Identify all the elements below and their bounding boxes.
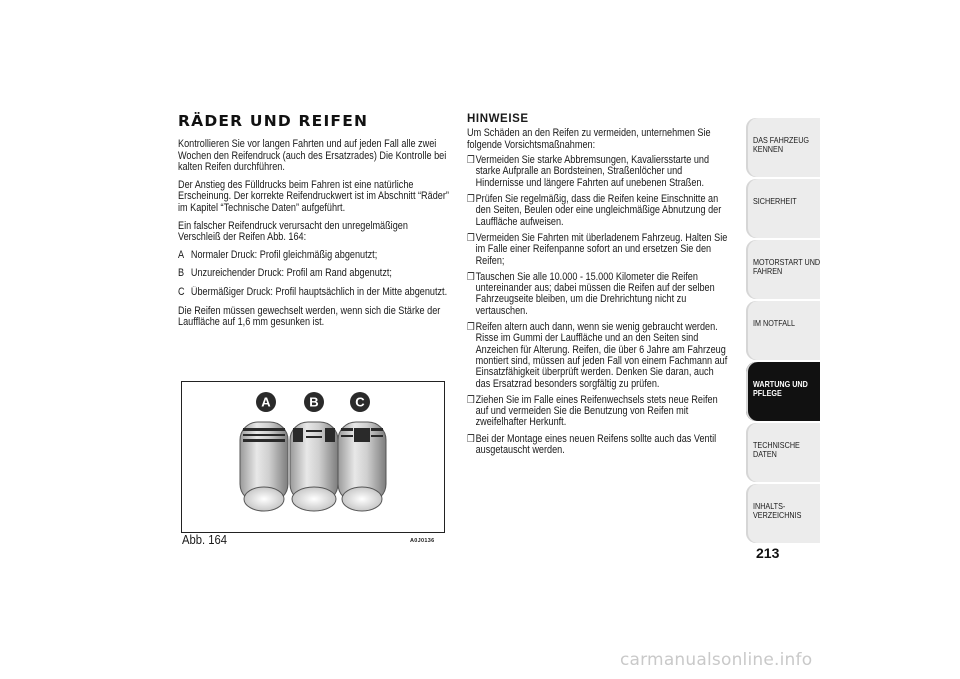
list-item [467,194,728,228]
checkbox-bullet-icon: ❒ [467,271,475,283]
checkbox-bullet-icon: ❒ [467,232,475,244]
tire-a [240,392,288,511]
paragraph: Die Reifen müssen gewechselt werden, wenn sich die Stärke der Lauffläche auf 1,6 mm gesunken ist. [178,304,441,329]
tab-im-notfall[interactable] [746,301,820,360]
watermark-text: carmanualsonline.info [620,650,813,670]
tab-label: WARTUNG UND PFLEGE [753,379,808,398]
figure-caption: Abb. 164 [182,533,228,547]
figure-code: A0J0136 [410,538,435,544]
item-text: Übermäßiger Druck: Profil hauptsächlich in der Mitte abgenutzt. [190,285,448,298]
left-column [178,112,450,335]
item-letter: B [178,267,185,280]
tire-illustration [182,382,444,532]
tab-sicherheit[interactable] [746,179,820,238]
tire-b [290,392,338,511]
tab-technische-daten[interactable] [746,423,820,482]
list-item [178,268,451,280]
list-item [178,287,451,299]
label-a: A [261,394,271,410]
list-item [467,272,728,317]
list-item [467,155,728,189]
checkbox-bullet-icon: ❒ [467,433,475,445]
notes-intro: Um Schäden an den Reifen zu vermeiden, unternehmen Sie folgende Vorsichtsmaßnahmen: [467,127,711,151]
notes-title: HINWEISE [467,113,529,125]
checkbox-bullet-icon: ❒ [467,322,475,334]
item-text: Unzureichender Druck: Profil am Rand abgenutzt; [190,267,392,280]
bullet-text: Vermeiden Sie starke Abbremsungen, Kavaliersstarte und starke Aufpralle an Bordsteinen, Straßenlöcher und Hindernisse und längere Fahrten auf unebenen Straßen. [475,154,710,189]
bullet-text: Tauschen Sie alle 10.000 - 15.000 Kilometer die Reifen untereinander aus; dabei müssen die Reifen auf der selben Fahrzeugseite bleiben, um die Drehrichtung nicht zu vertauschen. [475,270,715,317]
bullet-text: Ziehen Sie im Falle eines Reifenwechsels stets neue Reifen auf und vermeiden Sie die Benutzung von Reifen mit zweifelhafter Herkunft. [475,393,718,429]
section-heading: RÄDER UND REIFEN [178,112,369,130]
tab-label: INHALTS- VERZEICHNIS [753,501,802,520]
item-letter: A [178,248,185,261]
list-item [467,322,728,390]
checkbox-bullet-icon: ❒ [467,155,475,167]
tab-inhaltsverzeichnis[interactable] [746,484,820,543]
paragraph: Der Anstieg des Fülldrucks beim Fahren ist eine natürliche Erscheinung. Der korrekte Reifendruckwert ist im Abschnitt “Räder” im Kapitel “Technische Daten” aufgeführt. [178,178,449,214]
bullet-text: Prüfen Sie regelmäßig, dass die Reifen keine Einschnitte an den Seiten, Beulen oder eine ungleichmäßige Abnutzung der Lauffläche aufweisen. [475,193,722,228]
paragraph: Ein falscher Reifendruck verursacht den unregelmäßigen Verschleiß der Reifen Abb. 164: [178,219,408,244]
list-item [467,434,728,457]
list-item [467,233,728,267]
paragraph: Kontrollieren Sie vor langen Fahrten und auf jeden Fall alle zwei Wochen den Reifendruck (auch des Ersatzrades) Die Kontrolle bei kalten Reifen durchführen. [178,138,447,174]
tab-label: IM NOTFALL [753,318,796,328]
tab-label: MOTORSTART UND FAHREN [753,257,821,276]
checkbox-bullet-icon: ❒ [467,194,475,206]
tab-das-fahrzeug-kennen[interactable] [746,118,820,177]
item-letter: C [178,285,185,298]
tab-label: DAS FAHRZEUG KENNEN [753,135,810,154]
notes-list [467,155,729,456]
bullet-text: Bei der Montage eines neuen Reifens sollte auch das Ventil ausgetauscht werden. [475,432,717,457]
label-b: B [309,394,319,410]
right-column [467,112,729,461]
page-number: 213 [756,545,780,561]
tire-wear-figure [181,381,445,533]
item-text: Normaler Druck: Profil gleichmäßig abgenutzt; [190,248,378,261]
tab-wartung-und-pflege[interactable] [746,362,820,421]
tire-c [338,392,386,511]
bullet-text: Reifen altern auch dann, wenn sie wenig gebraucht werden. Risse im Gummi der Lauffläche und an den Seiten sind Anzeichen für Alterung. Reifen, die über 6 Jahre am Fahrzeug montiert sind, müssen auf jeden Fall von einem Fachmann auf Einsatzfähigkeit überprüft werden. Denken Sie daran, auch das Ersatzrad besonders sorgfältig zu prüfen. [475,321,728,390]
label-c: C [355,394,365,410]
bullet-text: Vermeiden Sie Fahrten mit überladenem Fahrzeug. Halten Sie im Falle einer Reifenpanne sofort an und ersetzen Sie den Reifen; [475,231,728,267]
tab-label: SICHERHEIT [753,196,797,206]
list-item [467,395,728,429]
tab-motorstart-und-fahren[interactable] [746,240,820,299]
tab-label: TECHNISCHE DATEN [753,440,800,459]
wear-pattern-list [178,250,450,299]
list-item [178,250,451,262]
chapter-tabs [746,118,820,545]
checkbox-bullet-icon: ❒ [467,394,475,406]
